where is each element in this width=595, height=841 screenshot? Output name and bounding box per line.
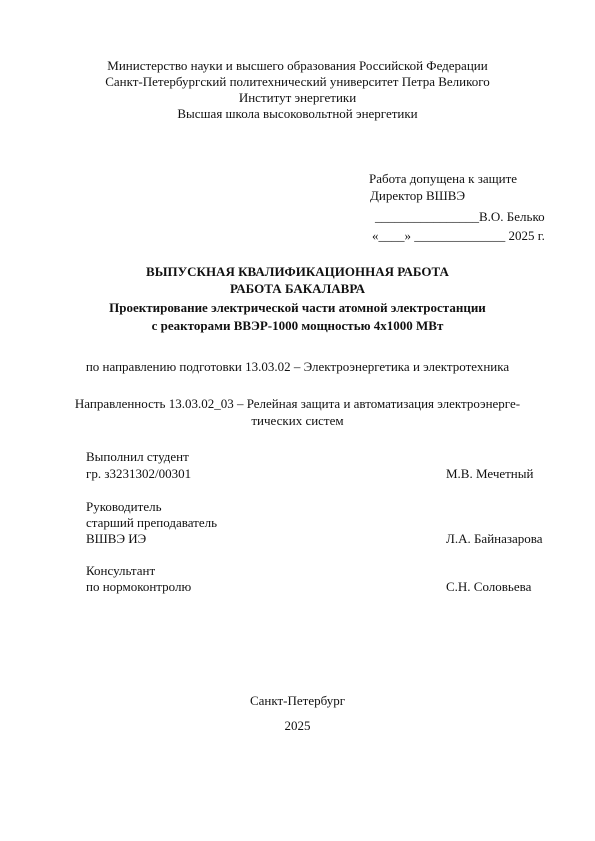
- supervisor-department: ВШВЭ ИЭ: [86, 531, 147, 546]
- ministry-name: Министерство науки и высшего образования Российской Федерации: [107, 58, 488, 73]
- supervisor-name: Л.А. Байназарова: [446, 531, 543, 546]
- approval-signature-line: ________________В.О. Белько: [375, 209, 545, 224]
- student-name: М.В. Мечетный: [446, 466, 534, 481]
- supervisor-role: Руководитель: [86, 499, 162, 514]
- work-type-title: ВЫПУСКНАЯ КВАЛИФИКАЦИОННАЯ РАБОТА: [146, 264, 449, 279]
- student-group: гр. з3231302/00301: [86, 466, 192, 481]
- study-direction: по направлению подготовки 13.03.02 – Электроэнергетика и электротехника: [85, 359, 510, 374]
- year: 2025: [284, 718, 311, 733]
- supervisor-position: старший преподаватель: [86, 515, 218, 530]
- specialization-line2: тических систем: [251, 413, 344, 428]
- specialization-line1: Направленность 13.03.02_03 – Релейная защита и автоматизация электроэнерге-: [74, 396, 521, 411]
- approval-text: Работа допущена к защите: [369, 171, 518, 186]
- school-name: Высшая школа высоковольтной энергетики: [177, 106, 418, 121]
- thesis-topic-line1: Проектирование электрической части атомной электростанции: [109, 300, 486, 315]
- consultant-role: Консультант: [86, 563, 156, 578]
- consultant-scope: по нормоконтролю: [86, 579, 192, 594]
- approval-date-line: «____» ______________ 2025 г.: [372, 228, 545, 243]
- university-name: Санкт-Петербургский политехнический университет Петра Великого: [105, 74, 490, 89]
- city: Санкт-Петербург: [249, 693, 346, 708]
- thesis-topic-line2: с реакторами ВВЭР-1000 мощностью 4х1000 МВт: [151, 318, 444, 333]
- degree-title: РАБОТА БАКАЛАВРА: [230, 281, 365, 296]
- approval-director: Директор ВШВЭ: [370, 188, 466, 203]
- student-role: Выполнил студент: [86, 449, 189, 464]
- institute-name: Институт энергетики: [238, 90, 357, 105]
- consultant-name: С.Н. Соловьева: [446, 579, 532, 594]
